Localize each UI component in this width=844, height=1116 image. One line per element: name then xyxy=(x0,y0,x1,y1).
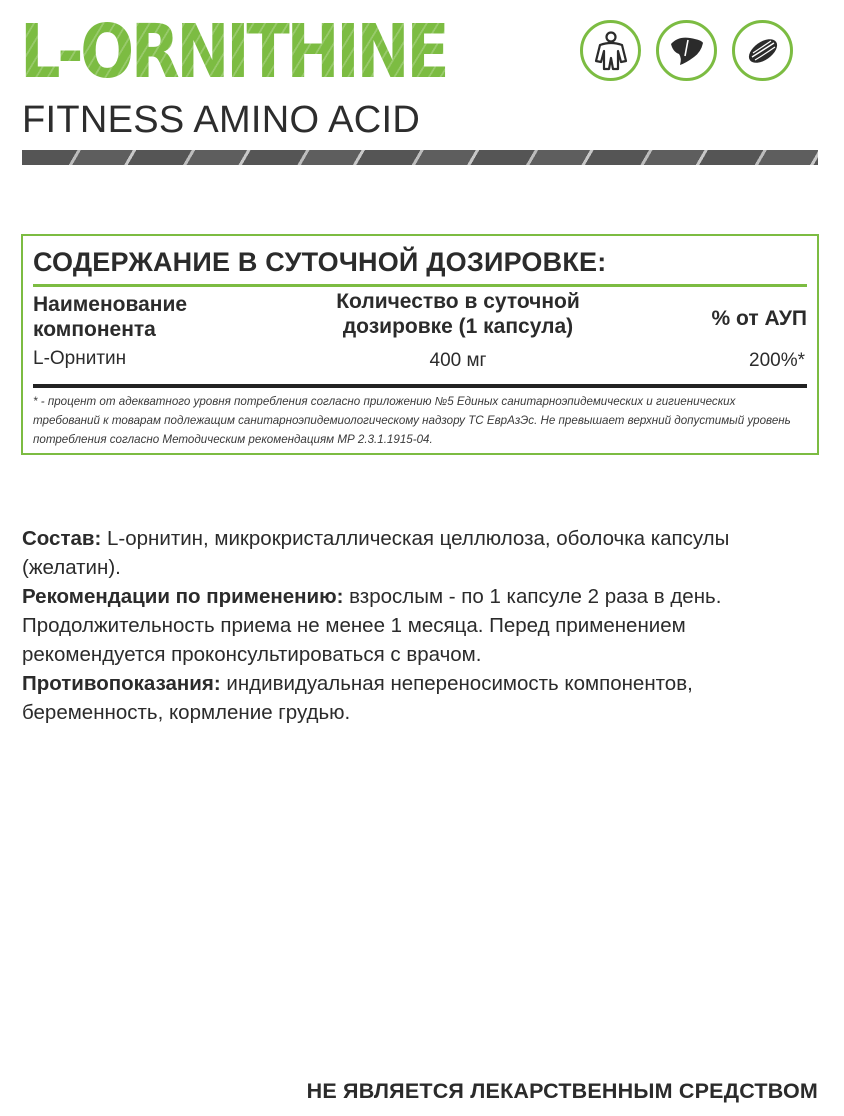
nutrition-table xyxy=(21,234,819,455)
component-name: L-Орнитин xyxy=(33,348,127,369)
divider xyxy=(33,284,807,287)
divider xyxy=(33,384,807,388)
product-subtitle: FITNESS AMINO ACID xyxy=(22,99,421,141)
usage-text: взрослым - по 1 капсуле 2 раза в день. Продолжительность приема не менее 1 месяца. Перед применением рекомендуется проконсультироваться с врачом. xyxy=(22,585,722,666)
contraindications-text: индивидуальная непереносимость компонентов, беременность, кормление грудью. xyxy=(22,672,693,724)
footnote: * - процент от адекватного уровня потребления согласно приложению №5 Единых санитарноэпидемических и гигиенических требований к товарам подлежащим санитарноэпидемиологическому надзору ТС ЕврАзЭс. Не превышает верхний допустимый уровень потребления согласно Методическим рекомендациям МР 2.3.1.1915-04. xyxy=(33,395,791,446)
product-description xyxy=(22,524,822,727)
composition-label: Состав: xyxy=(22,527,102,550)
column-header-percent: % от АУП xyxy=(711,307,807,330)
muscle-icon xyxy=(732,20,793,81)
decorative-stripe xyxy=(22,150,818,165)
component-percent: 200%* xyxy=(749,350,805,371)
feature-icons xyxy=(580,20,793,81)
body-icon xyxy=(580,20,641,81)
usage-paragraph xyxy=(22,582,822,669)
usage-label: Рекомендации по применению: xyxy=(22,585,344,608)
nutrition-title: СОДЕРЖАНИЕ В СУТОЧНОЙ ДОЗИРОВКЕ: xyxy=(33,247,607,277)
disclaimer: НЕ ЯВЛЯЕТСЯ ЛЕКАРСТВЕННЫМ СРЕДСТВОМ xyxy=(306,1079,818,1103)
component-amount: 400 мг xyxy=(429,350,487,371)
column-header-amount: Количество в суточной дозировке (1 капсула) xyxy=(336,290,580,338)
product-title: L-ORNITHINE xyxy=(20,9,447,95)
composition-text: L-орнитин, микрокристаллическая целлюлоза, оболочка капсулы (желатин). xyxy=(22,527,730,579)
column-header-name: Наименование компонента xyxy=(33,293,188,341)
liver-icon xyxy=(656,20,717,81)
composition-paragraph xyxy=(22,524,822,582)
contraindications-label: Противопоказания: xyxy=(22,672,221,695)
contraindications-paragraph xyxy=(22,669,822,727)
